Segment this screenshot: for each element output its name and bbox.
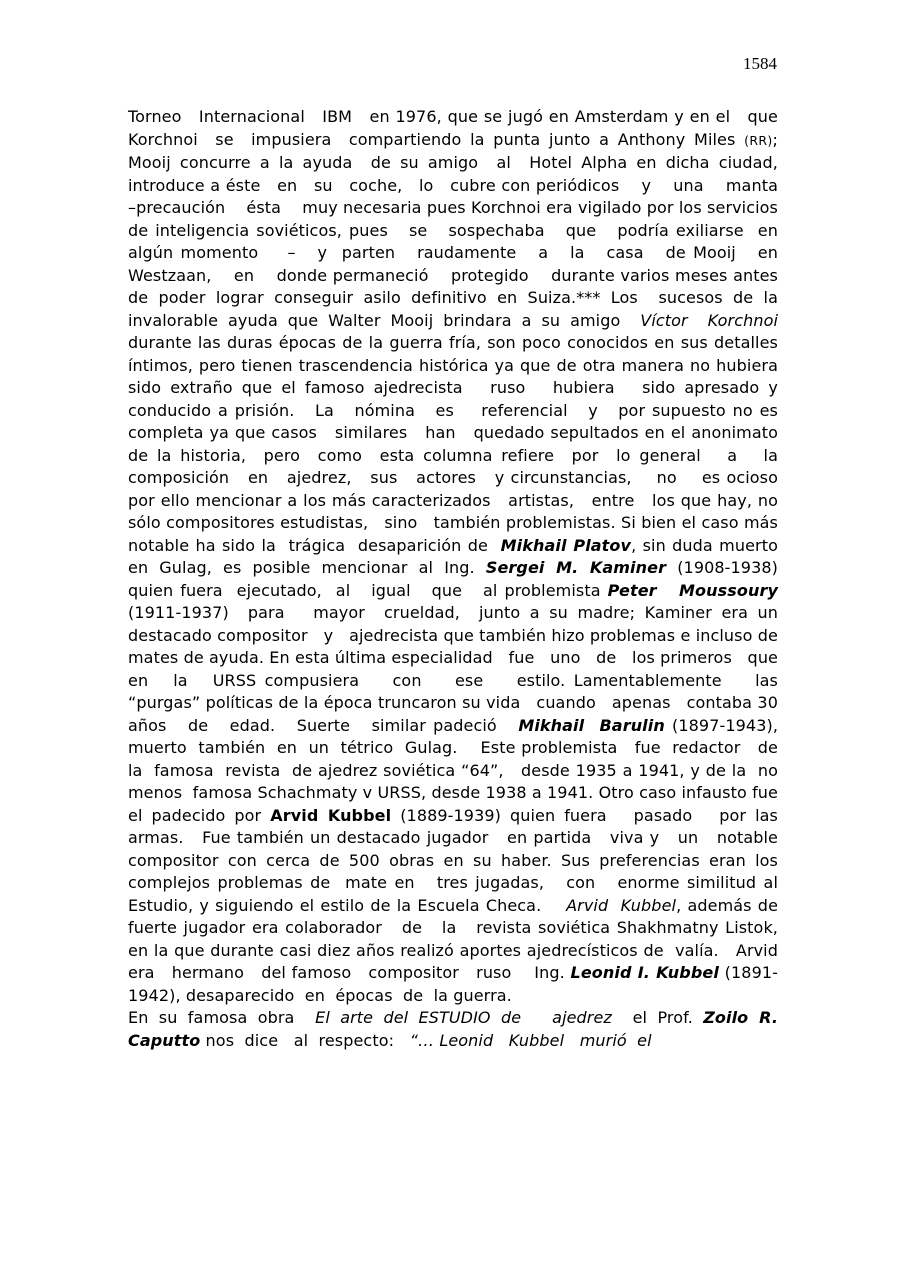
text-run: El arte del ESTUDIO de ajedrez	[315, 1008, 612, 1027]
text-run: (1911-1937) para mayor crueldad, junto a su madre; Kaminer era un destacado compositor y ajedrecista que también hizo problemas e incluso de mates de ayuda. En esta última especialidad fue uno de los primeros que en la URSS compusiera con ese estilo. Lamentablemente las “purgas” políticas de la época truncaron su vida cuando apenas contaba 30 años de edad. Suerte similar padeció	[128, 580, 799, 735]
paragraph	[128, 1007, 796, 1052]
text-run: (1891-1942), desaparecido en épocas de la guerra.	[128, 963, 779, 1005]
text-run: Torneo Internacional IBM en 1976, que se jugó en Amsterdam y en el que Korchnoi se impusiera compartiendo la punta junto a Anthony Miles	[128, 107, 794, 149]
text-run: , además de fuerte jugador era colaborador de la revista soviética Shakhmatny Listok, en la que durante casi diez años realizó aportes ajedrecísticos de valía. Arvid era hermano del famoso compositor ruso Ing.	[128, 895, 784, 982]
page-number: 1584	[743, 54, 777, 73]
text-run: En su famosa obra	[128, 1008, 316, 1027]
document-body	[128, 106, 804, 1052]
text-run: durante las duras épocas de la guerra fría, son poco conocidos en sus detalles íntimos, pero tienen trascendencia histórica ya que de otra manera no hubiera sido extraño que el famoso ajedrecista ruso hubiera sido apresado y conducido a prisión. La nómina es referencial y por supuesto no es completa ya que casos similares han quedado sepultados en el anonimato de la historia, pero como esta columna refiere por lo general a la composición en ajedrez, sus actores y circunstancias, no es ocioso por ello mencionar a los más caracterizados artistas, entre los que hay, no sólo compositores estudistas, sino también problemistas. Si bien el caso más notable ha sido la trágica desaparición de	[128, 310, 789, 555]
text-run: (RR)	[744, 132, 773, 148]
text-run: Víctor Korchnoi	[640, 310, 779, 330]
text-run: Sergei M. Kaminer	[485, 558, 667, 577]
text-run: Arvid Kubbel	[270, 805, 392, 825]
text-run: el Prof.	[611, 1008, 704, 1027]
text-run: (1889-1939) quien fuera pasado por las armas. Fue también un destacado jugador en partida viva y un notable compositor con cerca de 500 obras en su haber. Sus preferencias eran los complejos problemas de mate en tres jugadas, con enorme similitud al Estudio, y siguiendo el estilo de la Escuela Checa.	[128, 805, 794, 915]
text-run: Mikhail Barulin	[518, 715, 665, 735]
text-run: Mikhail Platov	[500, 535, 632, 555]
text-run: Zoilo R. Caputto	[128, 1008, 796, 1050]
text-run: ; Mooij concurre a la ayuda de su amigo al Hotel Alpha en dicha ciudad, introduce a éste en su coche, lo cubre con periódicos y una manta –precaución ésta muy necesaria pues Korchnoi era vigilado por los servicios de inteligencia soviéticos, pues se sospechaba que podría exiliarse en algún momento – y parten raudamente a la casa de Mooij en Westzaan, en donde permaneció protegido durante varios meses antes de poder lograr conseguir asilo definitivo en Suiza.*** Los sucesos de la invalorable ayuda que Walter Mooij brindara a su amigo	[128, 129, 804, 330]
text-run: nos dice al respecto:	[200, 1030, 410, 1050]
text-run: Peter Moussoury	[607, 580, 778, 600]
text-run: , sin duda muerto en Gulag, es posible mencionar al Ing.	[128, 535, 784, 577]
text-run: (1897-1943), muerto también en un tétrico Gulag. Este problemista fue redactor de la famosa revista de ajedrez soviética “64”, desde 1935 a 1941, y de la no menos famosa Schachmaty v URSS, desde 1938 a 1941. Otro caso infausto fue el padecido por	[128, 715, 794, 825]
text-run: (1908-1938) quien fuera ejecutado, al igual que al problemista	[128, 558, 794, 600]
paragraph	[128, 106, 804, 1007]
text-run: Arvid Kubbel	[566, 895, 677, 915]
text-run: “… Leonid Kubbel murió el	[409, 1030, 652, 1050]
text-run: Leonid I. Kubbel	[570, 963, 719, 982]
